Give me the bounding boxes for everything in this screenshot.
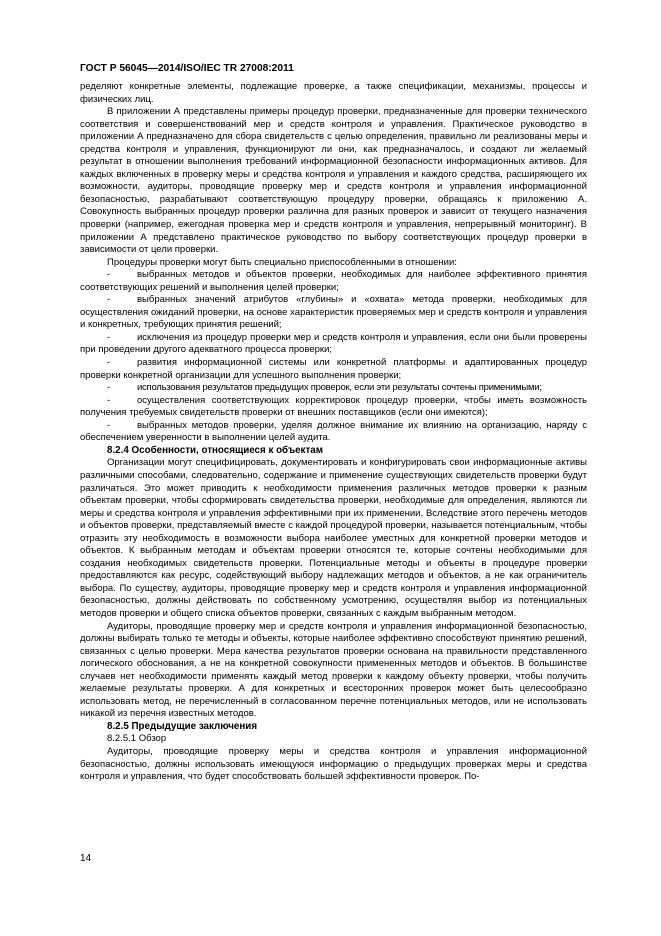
tailoring-list	[80, 269, 587, 445]
subsection-heading-8-2-5-1: 8.2.5.1 Обзор	[107, 733, 167, 745]
document-header: ГОСТ Р 56045—2014/ISO/IEC TR 27008:2011	[80, 63, 294, 74]
section-heading-8-2-4: 8.2.4 Особенности, относящиеся к объектам	[107, 444, 323, 456]
document-body	[80, 81, 587, 784]
list-item	[80, 332, 587, 357]
section-heading-8-2-5: 8.2.5 Предыдущие заключения	[107, 720, 258, 732]
list-dash: -	[107, 294, 111, 306]
list-dash: -	[107, 357, 111, 369]
list-dash: -	[107, 331, 111, 343]
list-item	[80, 357, 587, 382]
list-item-text: выбранных методов проверки, уделяя должное внимание их влиянию на организацию, наряду с обеспечением уверенности в выполнении целей аудита.	[80, 419, 587, 444]
list-item-text: использования результатов предыдущих проверок, если эти результаты сочтены применимыми;	[137, 382, 542, 394]
paragraph-procedures-intro: Процедуры проверки могут быть специально приспособленными в отношении:	[107, 256, 457, 268]
list-item	[80, 294, 587, 332]
paragraph-annex-a: В приложении А представлены примеры процедур проверки, предназначенные для проверки технического соответствия и совершенствований мер и средств контроля и управления. Практическое руководство в приложении А предназначено для сбора свидетельств с целью определения, правильно ли реализованы меры и средства контроля и управления, функционируют ли они, как предназначалось, и создают ли желаемый результат в отношении выполнения требований информационной безопасности информационных активов. Для каждых включенных в проверку меры и средства контроля и управления и каждого средства, расширяющего их возможности, аудиторы, проводящие проверку мер и средств контроля и управления информационной безопасностью, разрабатывают соответствующую процедуру проверки, обращаясь к приложению А. Совокупность выбранных процедур проверки различна для разных проверок и зависит от текущего назначения проверки (например, ежегодная проверка мер и средств контроля и управления, непрерывный мониторинг). В приложении А представлено практическое руководство по выбору соответствующих процедур проверки в зависимости от цели проверки.	[80, 106, 587, 256]
paragraph-continuation: ределяют конкретные элементы, подлежащие проверке, а также спецификации, механизмы, процессы и физических лиц.	[80, 81, 587, 105]
list-dash: -	[107, 382, 110, 394]
list-item-text: выбранных значений атрибутов «глубины» и «охвата» метода проверки, необходимых для осуществления ожиданий проверки, на основе характеристик проверяемых мер и средств контроля и управления и конкретных, требующих принятия решений;	[80, 294, 587, 331]
list-dash: -	[107, 269, 111, 281]
list-item	[80, 269, 587, 294]
list-item-text: выбранных методов и объектов проверки, необходимых для наиболее эффективного принятия соответствующих решений и выполнения целей проверки;	[80, 269, 587, 293]
list-dash: -	[107, 394, 111, 406]
list-dash: -	[107, 419, 111, 431]
list-item-text: осуществления соответствующих корректировок процедур проверки, чтобы иметь возможность получения требуемых свидетельств проверки от внешних поставщиков (если они имеются);	[80, 394, 587, 419]
paragraph-previous-findings: Аудиторы, проводящие проверку меры и средства контроля и управления информационной безопасностью, должны использовать имеющуюся информацию о предыдущих проверках меры и средства контроля и управления, что будет способствовать большей эффективности проверок. По-	[80, 745, 587, 783]
list-item	[80, 395, 587, 420]
paragraph-object-specifics: Организации могут специфицировать, документировать и конфигурировать свои информационные активы различными способами, следовательно, содержание и применение существующих свидетельств проверки будут различаться. Это может приводить к необходимости применения различных методов проверки к разным объектам проверки, чтобы сформировать свидетельства проверки, необходимые для определения, являются ли меры и средства контроля и управления эффективными при их применении. Вследствие этого перечень методов и объектов проверки, представляемый вместе с каждой процедурой проверки, называется потенциальным, чтобы отразить эту необходимость в возможности выбора наиболее уместных для конкретной проверки методов и объектов. К выбранным методам и объектам проверки относятся те, которые сочтены необходимыми для создания необходимых свидетельств проверки. Потенциальные методы и объекты в процедуре проверки предоставляются как ресурс, содействующий выбору надлежащих методов и объектов, а не как ограничитель выбора. По существу, аудиторы, проводящие проверку мер и средств контроля и управления информационной безопасностью, должны действовать по собственному усмотрению, осуществляя выбор из потенциальных методов проверки и общего списка объектов проверки, связанных с каждым выбранным методом.	[80, 457, 587, 619]
list-item-text: развития информационной системы или конкретной платформы и адаптированных процедур проверки конкретной организации для успешного выполнения проверки;	[80, 357, 587, 381]
paragraph-auditor-selection: Аудиторы, проводящие проверку мер и средств контроля и управления информационной безопасностью, должны выбирать только те методы и объекты, которые наиболее эффективно способствуют принятию решений, связанных с целью проверки. Мера качества результатов проверки основана на правильности представленного логического обоснования, а не на конкретной совокупности примененных методов и объектов. В большинстве случаев нет необходимости применять каждый метод проверки к каждому объекту проверки, чтобы получить желаемые результаты проверки. А для конкретных и всесторонних проверок может быть целесообразно использовать метод, не перечисленный в согласованном перечне потенциальных методов, или не использовать никакой из перечня известных методов.	[80, 620, 587, 720]
list-item	[80, 382, 587, 395]
list-item	[80, 420, 587, 445]
page-number: 14	[80, 853, 92, 864]
list-item-text: исключения из процедур проверки мер и средств контроля и управления, если они были проверены при проведении другого адекватного процесса проверки;	[80, 331, 587, 356]
